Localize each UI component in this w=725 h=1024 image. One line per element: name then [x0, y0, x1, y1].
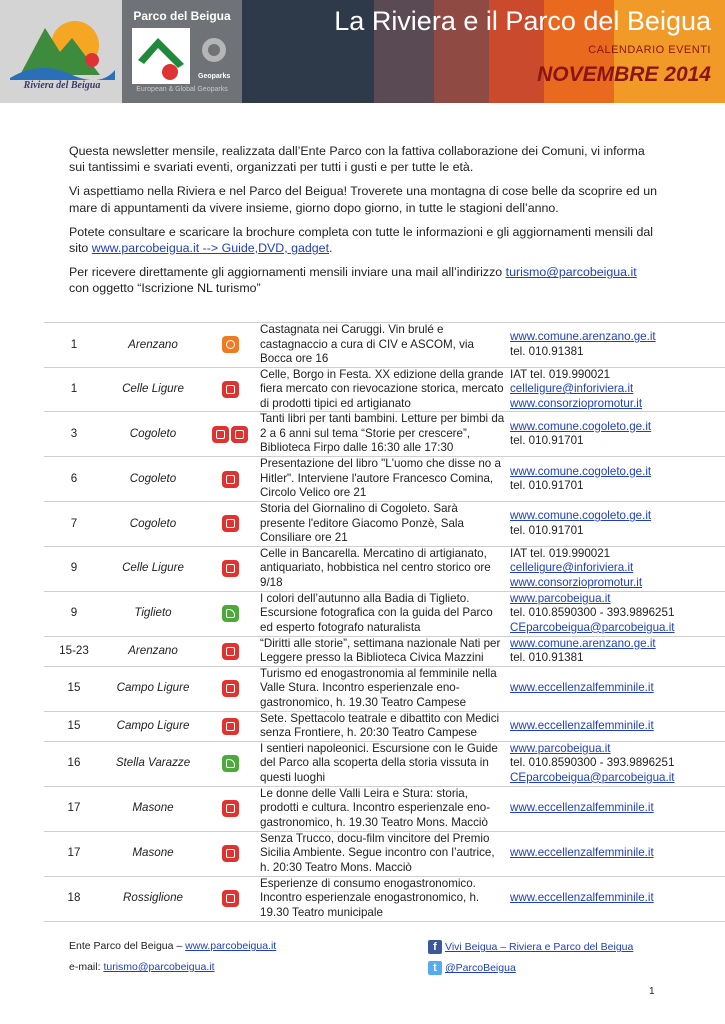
- food-icon: [222, 336, 239, 353]
- intro-paragraph-4: Per ricevere direttamente gli aggiornamenti mensili inviare una mail all’indirizzo turismo@parcobeigua.it con oggetto “Iscrizione NL turismo”: [69, 265, 637, 296]
- contact-link[interactable]: www.comune.cogoleto.ge.it: [510, 509, 652, 523]
- contact-text: IAT tel. 019.990021: [510, 367, 611, 381]
- event-contacts: [508, 323, 725, 368]
- header-subtitle: CALENDARIO EVENTI: [588, 44, 711, 56]
- event-description: Storia del Giornalino di Cogoleto. Sarà presente l'editore Giacomo Ponzè, Sala Consiliare ore 21: [258, 502, 508, 547]
- contact-link[interactable]: CEparcobeigua@parcobeigua.it: [510, 620, 675, 634]
- event-row: [44, 786, 725, 831]
- event-day: 16: [44, 741, 104, 786]
- newsletter-email-link[interactable]: turismo@parcobeigua.it: [505, 265, 637, 280]
- event-place: Masone: [104, 831, 202, 876]
- event-day: 1: [44, 323, 104, 368]
- event-day: 15: [44, 666, 104, 711]
- culture-icon: [222, 381, 239, 398]
- event-day: 15-23: [44, 636, 104, 666]
- event-place: Rossiglione: [104, 876, 202, 921]
- culture-icon: [222, 515, 239, 532]
- event-description: “Diritti alle storie”, settimana nazionale Nati per Leggere presso la Biblioteca Civica Mazzini: [258, 636, 508, 666]
- event-place: Cogoleto: [104, 502, 202, 547]
- event-place: Celle Ligure: [104, 367, 202, 412]
- event-contacts: [508, 666, 725, 711]
- event-place: Tiglieto: [104, 591, 202, 636]
- event-category: [202, 591, 258, 636]
- event-category: [202, 831, 258, 876]
- contact-link[interactable]: www.consorziopromotur.it: [510, 575, 643, 589]
- event-contacts: [508, 876, 725, 921]
- event-description: Celle in Bancarella. Mercatino di artigianato, antiquariato, hobbistica nel centro storico ore 9/18: [258, 546, 508, 591]
- event-day: 6: [44, 457, 104, 502]
- contact-link[interactable]: celleligure@inforiviera.it: [510, 561, 634, 575]
- culture-icon: [222, 680, 239, 697]
- events-table-body: [44, 323, 725, 922]
- event-row: [44, 876, 725, 921]
- footer-site-link[interactable]: www.parcobeigua.it: [185, 940, 277, 952]
- event-category: [202, 711, 258, 741]
- culture-icon: [222, 845, 239, 862]
- events-table: [44, 322, 725, 922]
- event-category: [202, 636, 258, 666]
- event-place: Masone: [104, 786, 202, 831]
- riviera-logo-art: [0, 0, 122, 80]
- intro-text: [69, 143, 657, 305]
- culture-icon: [222, 471, 239, 488]
- event-contacts: [508, 786, 725, 831]
- event-description: Esperienze di consumo enogastronomico. Incontro esperienzale enogastronomico, h. 19.30 Teatro municipale: [258, 876, 508, 921]
- event-category: [202, 502, 258, 547]
- riviera-logo: [0, 0, 122, 103]
- event-day: 1: [44, 367, 104, 412]
- event-description: Tanti libri per tanti bambini. Letture per bimbi da 2 a 6 anni sul tema “Storie per crescere”, Biblioteca Firpo dalle 16:30 alle 17:30: [258, 412, 508, 457]
- contact-text: tel. 010.91381: [510, 651, 584, 664]
- event-place: Cogoleto: [104, 457, 202, 502]
- event-place: Cogoleto: [104, 412, 202, 457]
- event-description: Presentazione del libro "L'uomo che disse no a Hitler". Interviene l'autore Francesco Comina, Circolo Velico ore 21: [258, 457, 508, 502]
- culture-icon: [222, 800, 239, 817]
- parco-logo: [122, 0, 242, 103]
- event-category: [202, 457, 258, 502]
- event-contacts: [508, 367, 725, 412]
- event-description: I sentieri napoleonici. Escursione con le Guide del Parco alla scoperta della storia vissuta in questi luoghi: [258, 741, 508, 786]
- event-description: Castagnata nei Caruggi. Vin brulé e castagnaccio a cura di CIV e ASCOM, via Bocca ore 16: [258, 323, 508, 368]
- contact-link[interactable]: www.eccellenzalfemminile.it: [510, 846, 654, 860]
- event-row: [44, 323, 725, 368]
- event-category: [202, 786, 258, 831]
- event-day: 7: [44, 502, 104, 547]
- event-day: 18: [44, 876, 104, 921]
- culture-icon: [222, 718, 239, 735]
- event-row: [44, 636, 725, 666]
- culture-icon: [231, 426, 248, 443]
- facebook-icon: f: [428, 940, 442, 954]
- footer-facebook: [428, 940, 633, 954]
- event-row: [44, 367, 725, 412]
- event-description: Celle, Borgo in Festa. XX edizione della grande fiera mercato con rievocazione storica, mercato di prodotti tipici ed artigianato: [258, 367, 508, 412]
- event-description: Le donne delle Valli Leira e Stura: storia, prodotti e cultura. Incontro esperienzale eno-gastronomico, h. 19.30 Teatro Mons. Macciò: [258, 786, 508, 831]
- contact-link[interactable]: www.consorziopromotur.it: [510, 396, 643, 410]
- contact-text: tel. 010.91701: [510, 523, 584, 537]
- page-number: 1: [649, 986, 655, 997]
- contact-text: tel. 010.8590300 - 393.9896251: [510, 606, 675, 620]
- event-day: 9: [44, 591, 104, 636]
- event-row: [44, 546, 725, 591]
- parco-logo-title: Parco del Beigua: [133, 9, 231, 23]
- excursion-icon: [222, 605, 239, 622]
- event-row: [44, 831, 725, 876]
- contact-link[interactable]: celleligure@inforiviera.it: [510, 382, 634, 395]
- event-contacts: [508, 412, 725, 457]
- event-place: Arenzano: [104, 636, 202, 666]
- footer-email-link[interactable]: turismo@parcobeigua.it: [103, 961, 215, 973]
- contact-link[interactable]: www.parcobeigua.it: [510, 741, 611, 755]
- event-category: [202, 666, 258, 711]
- event-day: 3: [44, 412, 104, 457]
- event-place: Campo Ligure: [104, 711, 202, 741]
- event-day: 17: [44, 786, 104, 831]
- event-description: I colori dell’autunno alla Badia di Tiglieto. Escursione fotografica con la guida del Parco ed esperto fotografo naturalista: [258, 591, 508, 636]
- event-category: [202, 412, 258, 457]
- event-category: [202, 876, 258, 921]
- event-contacts: [508, 741, 725, 786]
- event-contacts: [508, 636, 725, 666]
- event-contacts: [508, 546, 725, 591]
- event-contacts: [508, 711, 725, 741]
- event-contacts: [508, 457, 725, 502]
- event-day: 15: [44, 711, 104, 741]
- contact-link[interactable]: www.eccellenzalfemminile.it: [510, 801, 654, 815]
- event-row: [44, 502, 725, 547]
- contact-link[interactable]: www.eccellenzalfemminile.it: [510, 681, 654, 695]
- event-place: Stella Varazze: [104, 741, 202, 786]
- contact-text: tel. 010.8590300 - 393.9896251: [510, 756, 675, 770]
- event-row: [44, 412, 725, 457]
- event-category: [202, 741, 258, 786]
- parco-logo-footer: European & Global Geoparks: [136, 86, 228, 93]
- event-contacts: [508, 831, 725, 876]
- twitter-link[interactable]: @ParcoBeigua: [445, 961, 516, 974]
- event-day: 17: [44, 831, 104, 876]
- contact-text: tel. 010.91701: [510, 434, 584, 447]
- contact-text: tel. 010.91701: [510, 479, 584, 492]
- culture-icon: [222, 890, 239, 907]
- event-category: [202, 323, 258, 368]
- event-place: Arenzano: [104, 323, 202, 368]
- event-row: [44, 711, 725, 741]
- event-row: [44, 457, 725, 502]
- twitter-icon: t: [428, 961, 442, 975]
- intro-paragraph-3: Potete consultare e scaricare la brochure completa con tutte le informazioni e gli aggiornamenti mensili dal sito www.parcobeigua.it --> Guide,DVD, gadget.: [69, 224, 654, 256]
- event-contacts: [508, 591, 725, 636]
- excursion-icon: [222, 755, 239, 772]
- header: [0, 0, 725, 103]
- contact-link[interactable]: www.comune.arenzano.ge.it: [510, 636, 656, 650]
- event-row: [44, 741, 725, 786]
- event-row: [44, 591, 725, 636]
- event-place: Campo Ligure: [104, 666, 202, 711]
- contact-text: IAT tel. 019.990021: [510, 546, 611, 560]
- culture-icon: [222, 643, 239, 660]
- contact-link[interactable]: www.parcobeigua.it: [510, 591, 611, 605]
- brochure-link[interactable]: www.parcobeigua.it --> Guide,DVD, gadget: [91, 241, 330, 256]
- facebook-link[interactable]: Vivi Beigua – Riviera e Parco del Beigua: [445, 940, 634, 953]
- riviera-logo-caption: Riviera del Beigua: [23, 80, 101, 91]
- contact-link[interactable]: CEparcobeigua@parcobeigua.it: [510, 770, 675, 784]
- culture-icon: [212, 426, 229, 443]
- intro-paragraph-2: Vi aspettiamo nella Riviera e nel Parco del Beigua! Troverete una montagna di cose belle da scoprire ed un mare di appuntamenti da vivere insieme, giorno dopo giorno, in tutte le stagioni dell’anno.: [69, 184, 657, 215]
- event-day: 9: [44, 546, 104, 591]
- contact-link[interactable]: www.comune.arenzano.ge.it: [510, 330, 656, 344]
- event-description: Sete. Spettacolo teatrale e dibattito con Medici senza Frontiere, h. 20:30 Teatro Campese: [258, 711, 508, 741]
- geoparks-label: Geoparks: [198, 73, 231, 80]
- contact-link[interactable]: www.comune.cogoleto.ge.it: [510, 464, 652, 478]
- contact-text: tel. 010.91381: [510, 344, 584, 358]
- contact-link[interactable]: www.eccellenzalfemminile.it: [510, 718, 654, 732]
- event-description: Turismo ed enogastronomia al femminile nella Valle Stura. Incontro esperienzale eno-gastronomico, h. 19.30 Teatro Campese: [258, 666, 508, 711]
- header-title: La Riviera e il Parco del Beigua: [334, 6, 711, 36]
- footer-twitter: [428, 961, 516, 975]
- event-description: Senza Trucco, docu-film vincitore del Premio Sicilia Ambiente. Segue incontro con l’autrice, h. 20:30 Teatro Mons. Macciò: [258, 831, 508, 876]
- event-category: [202, 367, 258, 412]
- culture-icon: [222, 560, 239, 577]
- footer-email: e-mail: turismo@parcobeigua.it: [69, 961, 215, 973]
- event-place: Celle Ligure: [104, 546, 202, 591]
- parco-logo-art: [122, 24, 242, 94]
- event-category: [202, 546, 258, 591]
- footer-site: Ente Parco del Beigua – www.parcobeigua.it: [69, 940, 277, 952]
- contact-link[interactable]: www.comune.cogoleto.ge.it: [510, 419, 652, 433]
- header-month: NOVEMBRE 2014: [537, 63, 711, 86]
- intro-paragraph-1: Questa newsletter mensile, realizzata dall’Ente Parco con la fattiva collaborazione dei Comuni, vi informa sui tantissimi e svariati eventi, organizzati per tutti i gusti e per tutte le età.: [69, 144, 645, 175]
- event-contacts: [508, 502, 725, 547]
- event-row: [44, 666, 725, 711]
- contact-link[interactable]: www.eccellenzalfemminile.it: [510, 891, 654, 905]
